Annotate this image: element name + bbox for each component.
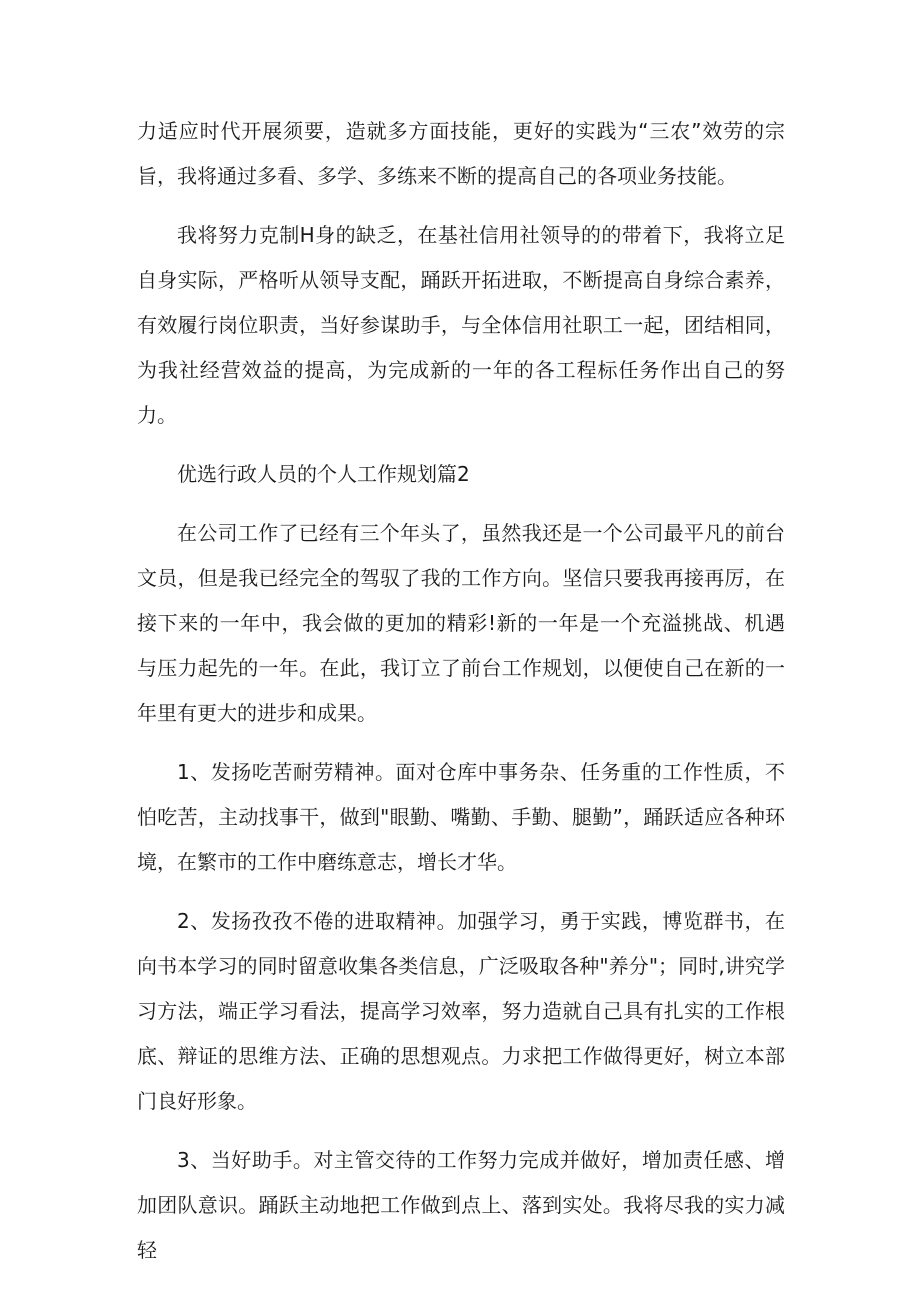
paragraph: 在公司工作了已经有三个年头了，虽然我还是一个公司最平凡的前台文员，但是我已经完全的驾驭了我的工作方向。坚信只要我再接再厉，在接下来的一年中，我会做的更加的精彩!新的一年是一个充溢挑战、机遇与压力起先的一年。在此，我订立了前台工作规划，以便使自己在新的一年里有更大的进步和成果。 [137, 521, 785, 725]
paragraph: 我将努力克制H身的缺乏，在基社信用社领导的的带着下，我将立足自身实际，严格听从领导支配，踊跃开拓进取，不断提高自身综合素养，有效履行岗位职责，当好参谋助手，与全体信用社职工一起，团结相同，为我社经营效益的提高，为完成新的一年的各工程标任务作出自己的努力。 [137, 223, 785, 427]
document-page [137, 109, 785, 1287]
paragraph-item-1: 1、发扬吃苦耐劳精神。面对仓库中事务杂、任务重的工作性质，不怕吃苦，主动找事干，做到"眼勤、嘴勤、手勤、腿勤”，踊跃适应各种环境，在繁市的工作中磨练意志，增长才华。 [137, 760, 785, 874]
paragraph-item-2: 2、发扬孜孜不倦的进取精神。加强学习，勇于实践，博览群书，在向书本学习的同时留意收集各类信息，广泛吸取各种"养分"；同时,讲究学习方法，端正学习看法，提高学习效率，努力造就自己具有扎实的工作根底、辩证的思维方法、正确的思想观点。力求把工作做得更好，树立本部门良好形象。 [137, 909, 785, 1113]
paragraph-item-3: 3、当好助手。对主管交待的工作努力完成并做好，增加责任感、增加团队意识。踊跃主动地把工作做到点上、落到实处。我将尽我的实力减轻 [137, 1148, 785, 1262]
section-heading: 优选行政人员的个人工作规划篇2 [177, 462, 470, 486]
paragraph-continued: 力适应时代开展须要，造就多方面技能，更好的实践为“三农”效劳的宗旨，我将通过多看、多学、多练来不断的提高自己的各项业务技能。 [137, 119, 785, 188]
